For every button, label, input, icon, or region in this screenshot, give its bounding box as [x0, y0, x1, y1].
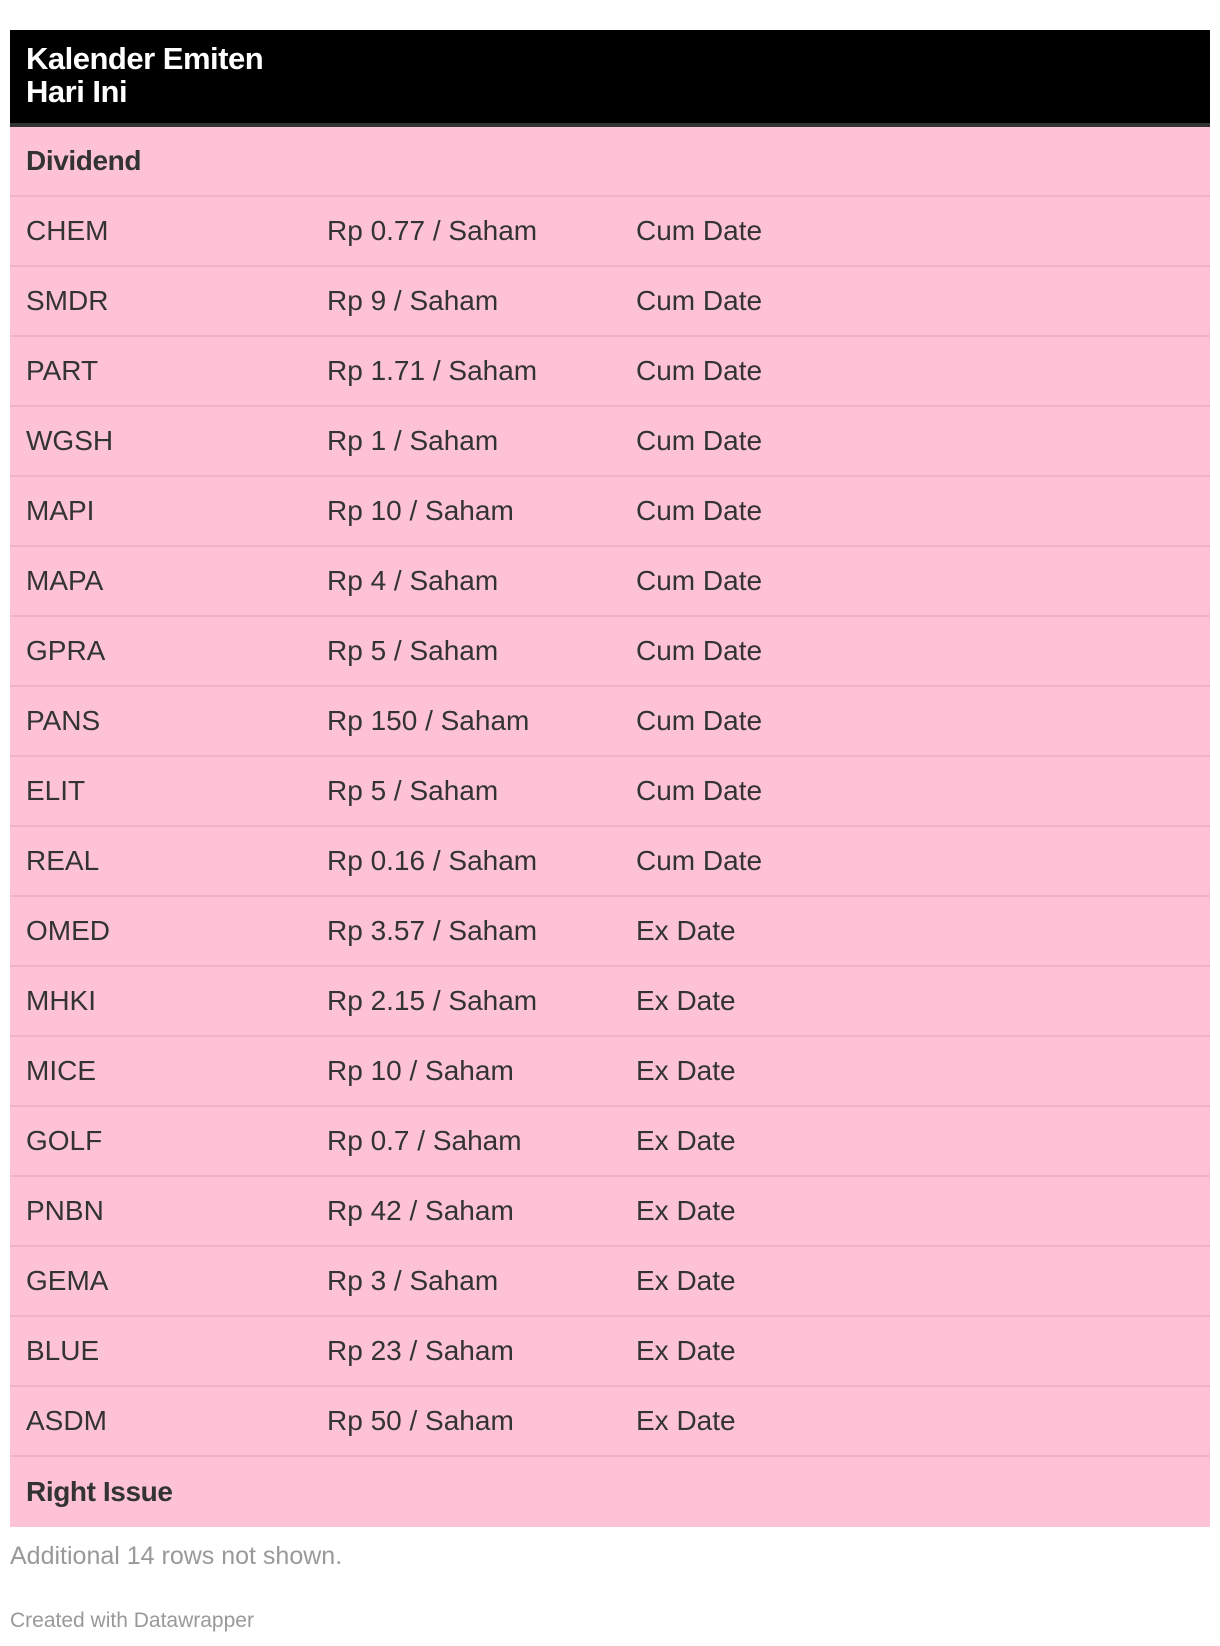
- table-row: [10, 1247, 1210, 1317]
- table-row: [10, 197, 1210, 267]
- amount-cell: Rp 0.77 / Saham: [327, 215, 538, 246]
- table-row: [10, 1037, 1210, 1107]
- date-type-cell: Ex Date: [636, 1265, 736, 1296]
- date-type-cell: Ex Date: [636, 1405, 736, 1436]
- amount-cell: Rp 2.15 / Saham: [327, 985, 538, 1016]
- ticker-cell: GOLF: [26, 1125, 103, 1156]
- table-row: [10, 1177, 1210, 1247]
- date-type-cell: Ex Date: [636, 915, 736, 946]
- amount-cell: Rp 50 / Saham: [327, 1405, 514, 1436]
- date-type-cell: Cum Date: [636, 215, 763, 246]
- table-row: [10, 687, 1210, 757]
- ticker-cell: ASDM: [26, 1405, 107, 1436]
- amount-cell: Rp 10 / Saham: [327, 1055, 514, 1086]
- table-row: [10, 547, 1210, 617]
- table-row: [10, 407, 1210, 477]
- ticker-cell: PART: [26, 355, 99, 386]
- amount-cell: Rp 5 / Saham: [327, 635, 499, 666]
- ticker-cell: PANS: [26, 705, 101, 736]
- ticker-cell: REAL: [26, 845, 100, 876]
- date-type-cell: Ex Date: [636, 985, 736, 1016]
- date-type-cell: Cum Date: [636, 845, 763, 876]
- group-label: Right Issue: [26, 1476, 173, 1507]
- table-row: [10, 827, 1210, 897]
- ticker-cell: GEMA: [26, 1265, 109, 1296]
- date-type-cell: Cum Date: [636, 495, 763, 526]
- amount-cell: Rp 5 / Saham: [327, 775, 499, 806]
- date-type-cell: Ex Date: [636, 1195, 736, 1226]
- ticker-cell: MAPI: [26, 495, 95, 526]
- table-row: [10, 1107, 1210, 1177]
- table-body: [10, 127, 1210, 1527]
- table-row: [10, 757, 1210, 827]
- amount-cell: Rp 150 / Saham: [327, 705, 530, 736]
- calendar-table: [10, 30, 1210, 1527]
- group-row: [10, 127, 1210, 197]
- amount-cell: Rp 0.7 / Saham: [327, 1125, 522, 1156]
- table-row: [10, 617, 1210, 687]
- amount-cell: Rp 23 / Saham: [327, 1335, 514, 1366]
- table-row: [10, 1387, 1210, 1457]
- table-header: [10, 30, 1210, 127]
- ticker-cell: MICE: [26, 1055, 96, 1086]
- datawrapper-credit[interactable]: Created with Datawrapper: [10, 1609, 254, 1632]
- table-row: [10, 967, 1210, 1037]
- ticker-cell: CHEM: [26, 215, 109, 246]
- date-type-cell: Ex Date: [636, 1125, 736, 1156]
- amount-cell: Rp 3.57 / Saham: [327, 915, 538, 946]
- ticker-cell: ELIT: [26, 775, 86, 806]
- table-title: Kalender Emiten Hari Ini: [26, 41, 264, 109]
- amount-cell: Rp 3 / Saham: [327, 1265, 499, 1296]
- date-type-cell: Cum Date: [636, 355, 763, 386]
- table-row: [10, 897, 1210, 967]
- table-row: [10, 267, 1210, 337]
- date-type-cell: Cum Date: [636, 425, 763, 456]
- date-type-cell: Ex Date: [636, 1055, 736, 1086]
- amount-cell: Rp 1.71 / Saham: [327, 355, 538, 386]
- amount-cell: Rp 9 / Saham: [327, 285, 499, 316]
- amount-cell: Rp 42 / Saham: [327, 1195, 514, 1226]
- amount-cell: Rp 10 / Saham: [327, 495, 514, 526]
- amount-cell: Rp 1 / Saham: [327, 425, 499, 456]
- ticker-cell: OMED: [26, 915, 110, 946]
- date-type-cell: Cum Date: [636, 565, 763, 596]
- ticker-cell: SMDR: [26, 285, 109, 316]
- date-type-cell: Cum Date: [636, 635, 763, 666]
- ticker-cell: BLUE: [26, 1335, 100, 1366]
- amount-cell: Rp 0.16 / Saham: [327, 845, 538, 876]
- group-row: [10, 1457, 1210, 1527]
- date-type-cell: Ex Date: [636, 1335, 736, 1366]
- date-type-cell: Cum Date: [636, 705, 763, 736]
- ticker-cell: GPRA: [26, 635, 106, 666]
- ticker-cell: MHKI: [26, 985, 96, 1016]
- table-row: [10, 1317, 1210, 1387]
- table-row: [10, 477, 1210, 547]
- ticker-cell: WGSH: [26, 425, 114, 456]
- rows-not-shown-note: Additional 14 rows not shown.: [10, 1542, 343, 1570]
- date-type-cell: Cum Date: [636, 775, 763, 806]
- group-label: Dividend: [26, 145, 142, 176]
- date-type-cell: Cum Date: [636, 285, 763, 316]
- table-row: [10, 337, 1210, 407]
- amount-cell: Rp 4 / Saham: [327, 565, 499, 596]
- ticker-cell: MAPA: [26, 565, 104, 596]
- ticker-cell: PNBN: [26, 1195, 104, 1226]
